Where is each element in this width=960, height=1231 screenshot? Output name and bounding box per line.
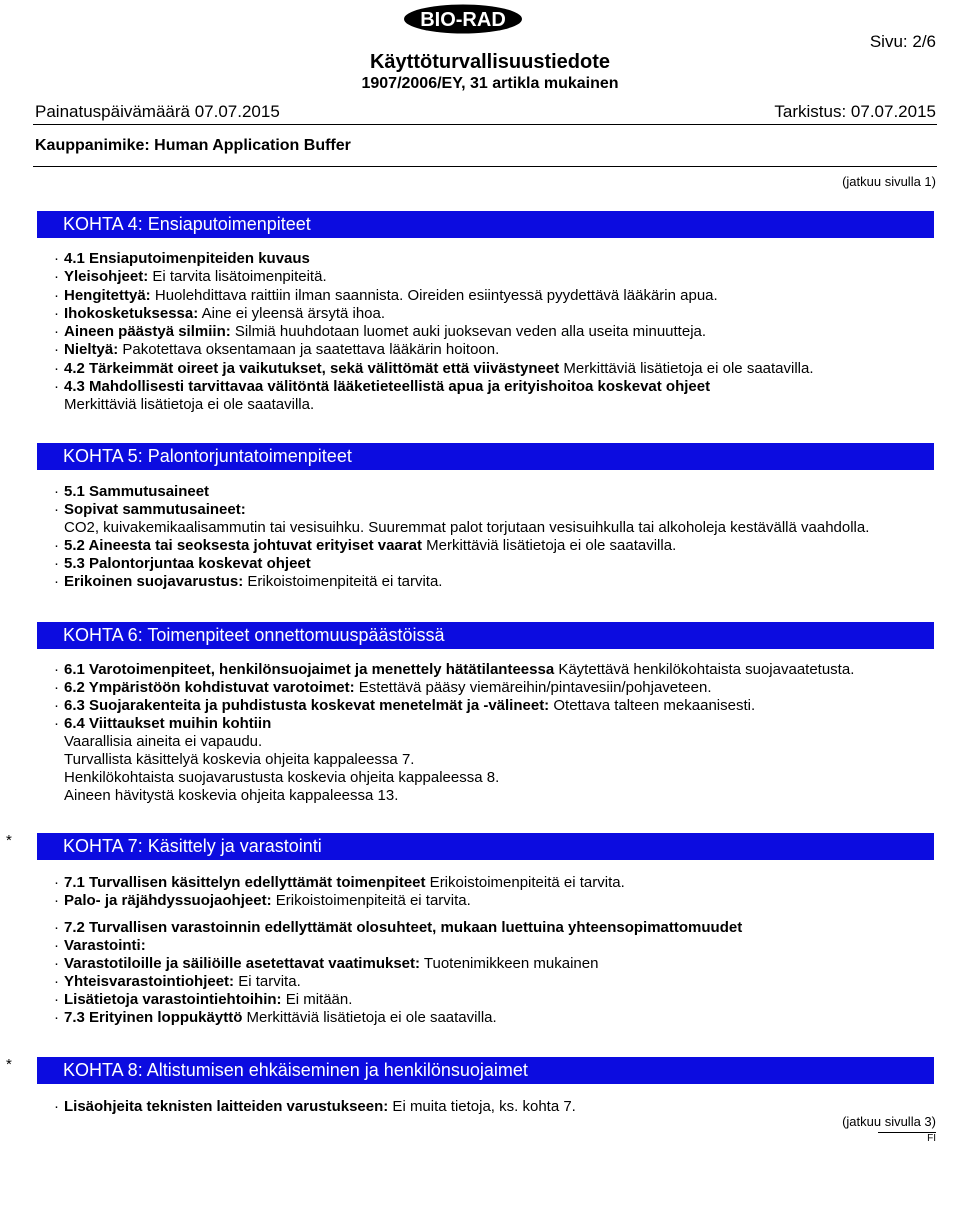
change-marker: * — [6, 1056, 12, 1073]
s6-line-6: Turvallista käsittelyä koskevia ohjeita kappaleessa 7. — [64, 751, 415, 768]
s4-line-1: · 4.1 Ensiaputoimenpiteiden kuvaus — [54, 250, 310, 267]
s6-line-2: · 6.2 Ympäristöön kohdistuvat varotoimet: Estettävä pääsy viemäreihin/pintavesiin/pohjaveteen. — [54, 679, 712, 696]
s6-line-1: · 6.1 Varotoimenpiteet, henkilönsuojaimet ja menettely hätätilanteessa Käytettävä henkilökohtaista suojavaatetusta. — [54, 661, 855, 678]
s5-line-6: · Erikoinen suojavarustus: Erikoistoimenpiteitä ei tarvita. — [54, 573, 443, 590]
s4-line-7: · 4.2 Tärkeimmät oireet ja vaikutukset, sekä välittömät että viivästyneet Merkittäviä lisätietoja ei ole saatavilla. — [54, 360, 814, 377]
section-8-header: KOHTA 8: Altistumisen ehkäiseminen ja henkilönsuojaimet — [37, 1057, 934, 1084]
s4-line-8: · 4.3 Mahdollisesti tarvittavaa välitöntä lääketieteellistä apua ja erityishoitoa koskevat ohjeet — [54, 378, 711, 395]
section-7-header: KOHTA 7: Käsittely ja varastointi — [37, 833, 934, 860]
s8-line-1: · Lisäohjeita teknisten laitteiden varustukseen: Ei muita tietoja, ks. kohta 7. — [54, 1098, 576, 1115]
s5-line-2: · Sopivat sammutusaineet: — [54, 501, 246, 518]
s6-line-7: Henkilökohtaista suojavarustusta koskevia ohjeita kappaleessa 8. — [64, 769, 500, 786]
svg-text:BIO-RAD: BIO-RAD — [420, 9, 506, 31]
s4-line-2: · Yleisohjeet: Ei tarvita lisätoimenpiteitä. — [54, 268, 327, 285]
s4-line-5: · Aineen päästyä silmiin: Silmiä huuhdotaan luomet auki juoksevan veden alla useita minuutteja. — [54, 323, 707, 340]
change-marker: * — [6, 832, 12, 849]
s7-line-5: · Varastotiloille ja säiliöille asetettavat vaatimukset: Tuotenimikkeen mukainen — [54, 955, 599, 972]
s4-line-4: · Ihokosketuksessa: Aine ei yleensä ärsytä ihoa. — [54, 305, 386, 322]
s7-line-2: · Palo- ja räjähdyssuojaohjeet: Erikoistoimenpiteitä ei tarvita. — [54, 892, 471, 909]
s4-line-9: Merkittäviä lisätietoja ei ole saatavilla. — [64, 396, 315, 413]
document-subtitle: 1907/2006/EY, 31 artikla mukainen — [361, 75, 619, 92]
s7-line-1: · 7.1 Turvallisen käsittelyn edellyttämät toimenpiteet Erikoistoimenpiteitä ei tarvita. — [54, 874, 625, 891]
s4-line-6: · Nieltyä: Pakotettava oksentamaan ja saatettava lääkärin hoitoon. — [54, 341, 500, 358]
continued-to: (jatkuu sivulla 3) — [842, 1114, 936, 1129]
s5-line-4: · 5.2 Aineesta tai seoksesta johtuvat erityiset vaarat Merkittäviä lisätietoja ei ole saatavilla. — [54, 537, 677, 554]
document-title: Käyttöturvallisuustiedote — [369, 51, 611, 73]
header-divider — [33, 124, 937, 125]
page-number: Sivu: 2/6 — [869, 32, 936, 51]
s7-line-4: · Varastointi: — [54, 937, 146, 954]
s5-line-5: · 5.3 Palontorjuntaa koskevat ohjeet — [54, 555, 311, 572]
s6-line-5: Vaarallisia aineita ei vapaudu. — [64, 733, 263, 750]
s6-line-8: Aineen hävitystä koskevia ohjeita kappaleessa 13. — [64, 787, 399, 804]
continued-from: (jatkuu sivulla 1) — [842, 174, 936, 189]
s7-line-6: · Yhteisvarastointiohjeet: Ei tarvita. — [54, 973, 301, 990]
s4-line-3: · Hengitettyä: Huolehdittava raittiin ilman saannista. Oireiden esiintyessä pyydettävä lääkärin apua. — [54, 287, 718, 304]
product-divider — [33, 166, 937, 167]
s6-line-3: · 6.3 Suojarakenteita ja puhdistusta koskevat menetelmät ja -välineet: Otettava talteen mekaanisesti. — [54, 697, 756, 714]
revision-date: Tarkistus: 07.07.2015 — [774, 102, 936, 121]
s7-line-3: · 7.2 Turvallisen varastoinnin edellyttämät olosuhteet, mukaan luettuina yhteensopimattomuudet — [54, 919, 743, 936]
s5-line-3: CO2, kuivakemikaalisammutin tai vesisuihku. Suuremmat palot torjutaan vesisuihkulla tai alkoholeja kestävällä vaahdolla. — [64, 519, 870, 536]
section-5-header: KOHTA 5: Palontorjuntatoimenpiteet — [37, 443, 934, 470]
s7-line-8: · 7.3 Erityinen loppukäyttö Merkittäviä lisätietoja ei ole saatavilla. — [54, 1009, 497, 1026]
language-code: FI — [927, 1133, 936, 1144]
s7-line-7: · Lisätietoja varastointiehtoihin: Ei mitään. — [54, 991, 353, 1008]
s6-line-4: · 6.4 Viittaukset muihin kohtiin — [54, 715, 272, 732]
section-4-header: KOHTA 4: Ensiaputoimenpiteet — [37, 211, 934, 238]
bio-rad-logo — [403, 4, 523, 34]
s5-line-1: · 5.1 Sammutusaineet — [54, 483, 210, 500]
section-6-header: KOHTA 6: Toimenpiteet onnettomuuspäästöissä — [37, 622, 934, 649]
print-date: Painatuspäivämäärä 07.07.2015 — [35, 102, 280, 121]
product-name: Kauppanimike: Human Application Buffer — [35, 137, 351, 154]
